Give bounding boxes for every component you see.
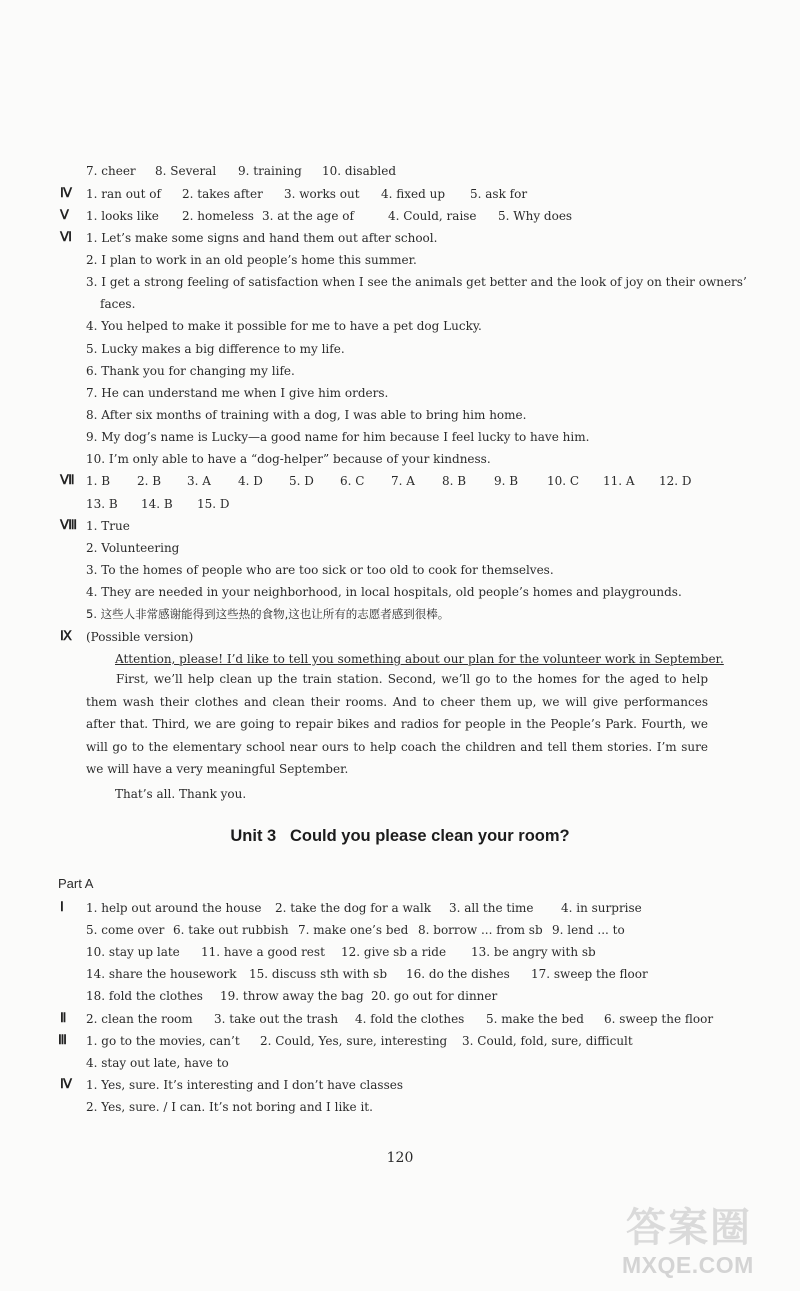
answer-line: 4. You helped to make it possible for me to have a pet dog Lucky. [86,319,482,333]
section-number: Ⅵ [60,229,72,244]
watermark-logo [622,1196,792,1282]
answer-line: 2. Yes, sure. / I can. It’s not boring and I like it. [86,1100,373,1114]
answer-line: 1. Yes, sure. It’s interesting and I don’t have classes [86,1078,403,1092]
answers-unit-i-row2: 5. come over 6. take out rubbish 7. make one’s bed 8. borrow ... from sb 9. lend ... to [86,923,625,937]
section-number: Ⅲ [58,1032,67,1047]
answers-section-iv: 1. ran out of 2. takes after 3. works out 4. fixed up 5. ask for [86,187,528,201]
essay-first-sentence: Attention, please! I’d like to tell you something about our plan for the volunteer work in September. [115,652,724,666]
answer-line: 2. Volunteering [86,541,180,555]
answers-unit-i-row3: 10. stay up late 11. have a good rest 12. give sb a ride 13. be angry with sb [86,945,596,959]
answers-section-v: 1. looks like 2. homeless 3. at the age of 4. Could, raise 5. Why does [86,209,573,223]
answer-line: 4. stay out late, have to [86,1056,229,1070]
answers-unit-i-row5: 18. fold the clothes 19. throw away the bag 20. go out for dinner [86,989,498,1003]
possible-version-label: (Possible version) [86,630,194,644]
answer-line: 1. True [86,519,130,533]
answer-line: 6. Thank you for changing my life. [86,364,295,378]
answer-line-chinese: 5. 这些人非常感谢能得到这些热的食物,这也让所有的志愿者感到很棒。 [86,607,450,621]
answer-line: 1. Let’s make some signs and hand them out after school. [86,231,438,245]
answer-line: 7. He can understand me when I give him orders. [86,386,389,400]
answers-unit-i-row1: 1. help out around the house 2. take the dog for a walk 3. all the time 4. in surprise [86,901,642,915]
essay-body: First, we’ll help clean up the train station. Second, we’ll go to the homes for the aged to help them wash their clothes and clean their rooms. And to cheer them up, we will give performances after that. Third, we are going to repair bikes and radios for people in the People’s Park. Fourth, we will go to the elementary school near ours to help coach the children and tell them stories. I’m sure we will have a very meaningful September. [86,672,708,776]
answer-line: 5. Lucky makes a big difference to my life. [86,342,345,356]
answers-section-vii-row1: 1. B 2. B 3. A 4. D 5. D 6. C 7. A 8. B 9. B 10. C 11. A 12. D [86,474,692,488]
section-number: Ⅸ [60,628,72,643]
page-number: 120 [386,1150,414,1166]
answer-line: faces. [100,297,136,311]
watermark-chinese: 答案圈 [626,1205,752,1251]
section-number: Ⅴ [60,207,69,222]
section-number: Ⅷ [60,517,78,532]
section-number: Ⅱ [60,1010,67,1025]
section-number: Ⅳ [60,185,72,200]
answers-unit-ii: 2. clean the room 3. take out the trash 4. fold the clothes 5. make the bed 6. sweep the floor [86,1012,714,1026]
part-a-heading: Part A [58,876,94,891]
answer-line: 8. After six months of training with a dog, I was able to bring him home. [86,408,527,422]
unit-title: Unit 3 Could you please clean your room? [230,827,570,845]
answer-line: 3. I get a strong feeling of satisfaction when I see the animals get better and the look of joy on their owners’ [86,275,747,289]
section-number: Ⅳ [60,1076,72,1091]
section-number: Ⅰ [60,899,64,914]
watermark-url: MXQE.COM [622,1252,754,1278]
answer-line: 10. I’m only able to have a “dog-helper” because of your kindness. [86,452,491,466]
answer-line: 4. They are needed in your neighborhood, in local hospitals, old people’s homes and playgrounds. [86,585,682,599]
answer-line: 9. My dog’s name is Lucky—a good name for him because I feel lucky to have him. [86,430,590,444]
answers-unit-iii: 1. go to the movies, can’t 2. Could, Yes, sure, interesting 3. Could, fold, sure, difficult [86,1034,633,1048]
answers-unit-i-row4: 14. share the housework 15. discuss sth with sb 16. do the dishes 17. sweep the floor [86,967,648,981]
answer-line: 3. To the homes of people who are too sick or too old to cook for themselves. [86,563,554,577]
essay-closing: That’s all. Thank you. [115,787,247,801]
answers-row-7-10: 7. cheer 8. Several 9. training 10. disabled [86,164,397,178]
section-number: Ⅶ [60,472,75,487]
answer-line: 2. I plan to work in an old people’s home this summer. [86,253,417,267]
answers-section-vii-row2: 13. B 14. B 15. D [86,497,230,511]
